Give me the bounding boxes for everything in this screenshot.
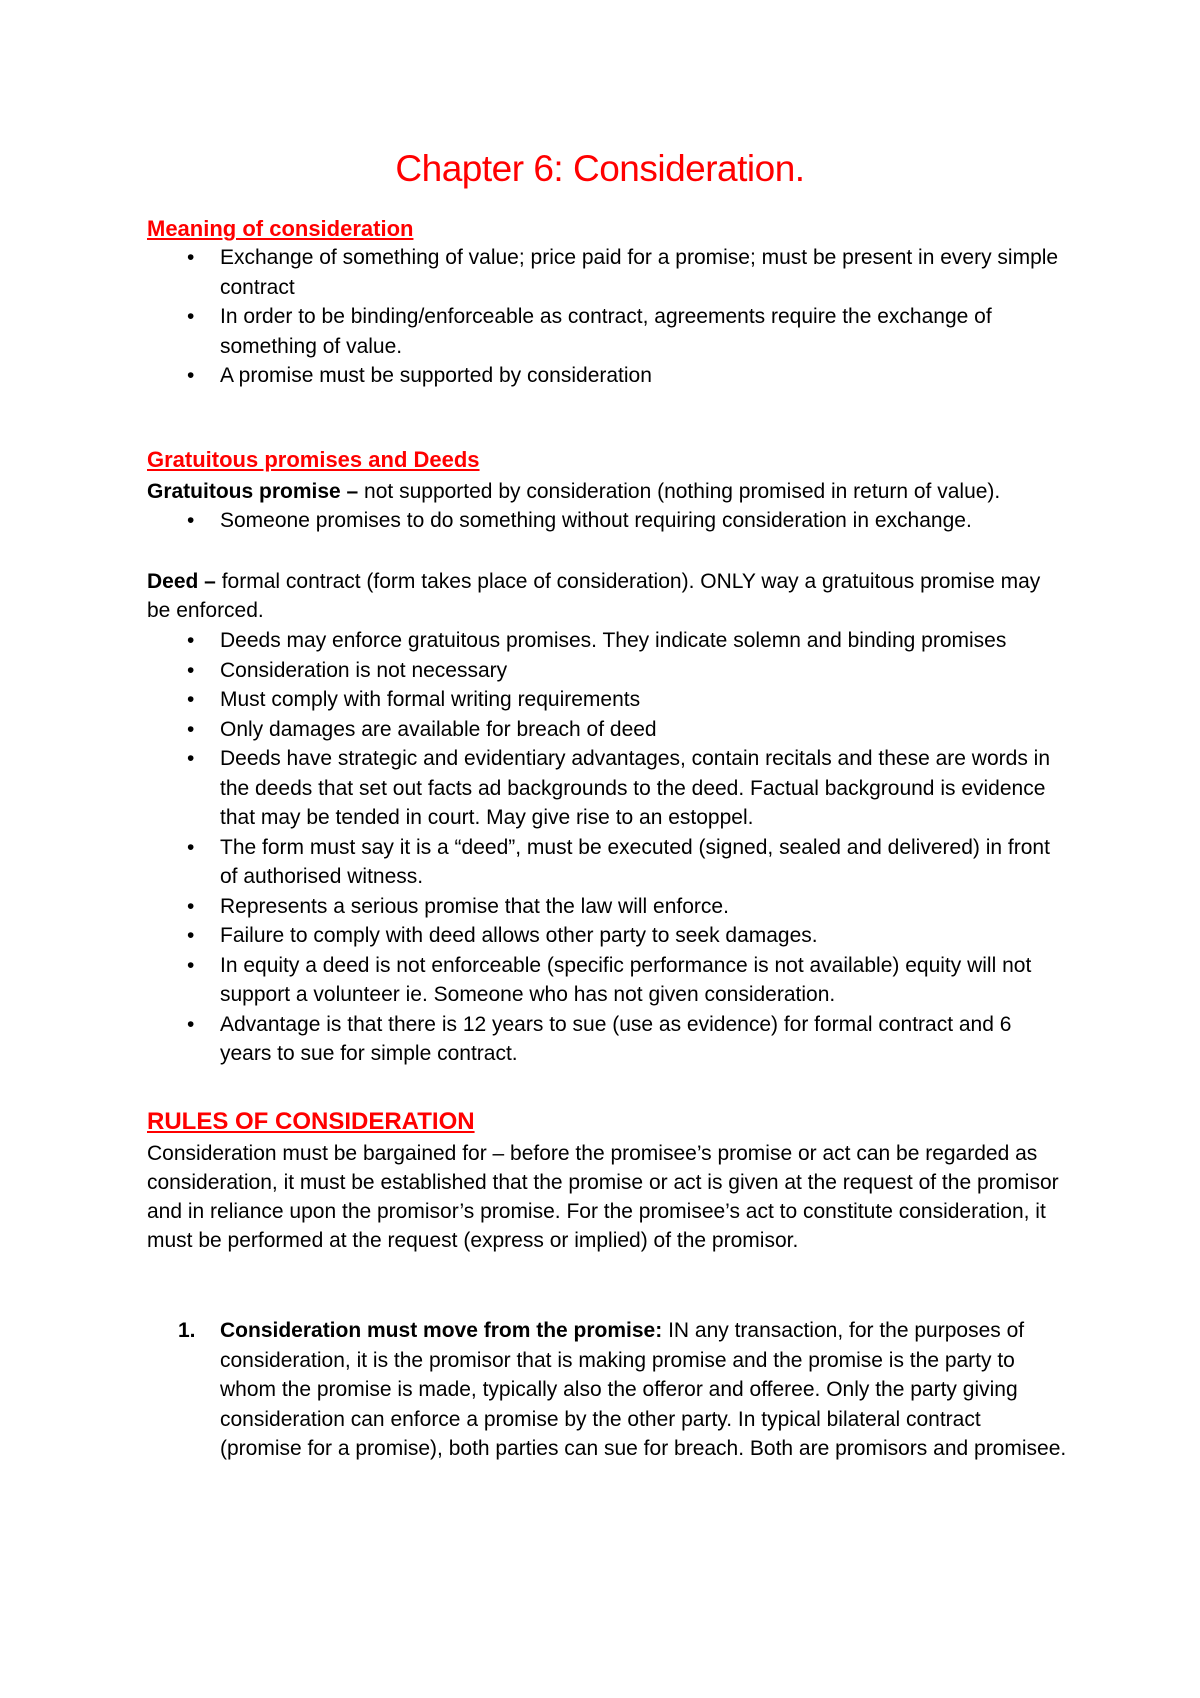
list-item: [147, 951, 1067, 1010]
deed-bullet-text: Deeds have strategic and evidentiary advantages, contain recitals and these are words in the deeds that set out facts ad backgrounds to the deed. Factual background is evidence that may be tended in court. May give rise to an estoppel.: [220, 747, 1050, 829]
bullet-icon: •: [187, 629, 195, 652]
deed-bullet-list: [147, 626, 1067, 1069]
bullet-icon: •: [187, 658, 195, 682]
bullet-icon: •: [187, 305, 195, 328]
list-item: [147, 1010, 1067, 1069]
list-item: [147, 1316, 1067, 1464]
deed-bullet-text: Failure to comply with deed allows other party to seek damages.: [220, 924, 818, 947]
deed-bullet-text: Deeds may enforce gratuitous promises. They indicate solemn and binding promises: [220, 629, 1007, 652]
rule-text: IN any transaction, for the purposes of consideration, it is the promisor that is making promise and the promise is the party to whom the promise is made, typically also the offeror and offeree. Only the party giving consideration can enforce a promise by the other party. In typical bilateral contract (promise for a promise), both parties can sue for breach. Both are promisors and promisee.: [220, 1319, 1067, 1460]
deed-bullet-text: Must comply with formal writing requirements: [220, 688, 641, 711]
meaning-heading: Meaning of consideration: [147, 216, 414, 241]
deed-bullet-text: In equity a deed is not enforceable (specific performance is not available) equity will not support a volunteer ie. Someone who has not given consideration.: [220, 953, 1032, 1006]
meaning-bullet-text: In order to be binding/enforceable as contract, agreements require the exchange of something of value.: [220, 305, 992, 358]
list-item: [147, 506, 1067, 536]
deed-bullet-text: Consideration is not necessary: [220, 658, 508, 682]
deed-text: formal contract (form takes place of consideration). ONLY way a gratuitous promise may be enforced.: [147, 570, 1041, 622]
gratuitous-promise-text: not supported by consideration (nothing promised in return of value).: [358, 480, 1001, 503]
rule-number: 1.: [178, 1319, 196, 1342]
meaning-bullet-list: [147, 243, 1067, 391]
list-item: [147, 302, 1067, 361]
bullet-icon: •: [187, 1012, 195, 1036]
deed-bullet-text: Only damages are available for breach of deed: [220, 717, 657, 741]
list-item: [147, 715, 1067, 745]
page-title: Chapter 6: Consideration.: [395, 148, 805, 189]
rule-term: Consideration must move from the promise:: [220, 1319, 663, 1342]
bullet-icon: •: [187, 835, 195, 859]
list-item: [147, 243, 1067, 302]
list-item: [147, 744, 1067, 833]
list-item: [147, 656, 1067, 686]
bullet-icon: •: [187, 364, 195, 387]
bullet-icon: •: [187, 246, 195, 269]
deed-bullet-text: Represents a serious promise that the law will enforce.: [220, 894, 729, 918]
bullet-icon: •: [187, 688, 195, 711]
deed-term: Deed –: [147, 570, 216, 593]
bullet-icon: •: [187, 924, 195, 947]
meaning-bullet-text: A promise must be supported by consideration: [220, 364, 652, 387]
gratuitous-bullet-text: Someone promises to do something without requiring consideration in exchange.: [220, 509, 972, 532]
rules-numbered-list: [147, 1316, 1067, 1464]
bullet-icon: •: [187, 717, 195, 741]
list-item: [147, 892, 1067, 922]
bullet-icon: •: [187, 953, 195, 977]
list-item: [147, 626, 1067, 656]
deed-bullet-text: Advantage is that there is 12 years to sue (use as evidence) for formal contract and 6 years to sue for simple contract.: [220, 1012, 1012, 1065]
list-item: [147, 685, 1067, 715]
gratuitous-promise-term: Gratuitous promise –: [147, 480, 359, 503]
rules-intro: Consideration must be bargained for – before the promisee’s promise or act can be regarded as consideration, it must be established that the promise or act is given at the request of the promisor and in reliance upon the promisor’s promise. For the promisee’s act to constitute consideration, it must be performed at the request (express or implied) of the promisor.: [147, 1142, 1059, 1252]
bullet-icon: •: [187, 894, 195, 918]
gratuitous-bullet-list: [147, 506, 1067, 536]
deed-definition: [147, 567, 1067, 625]
deed-bullet-text: The form must say it is a “deed”, must be executed (signed, sealed and delivered) in front of authorised witness.: [220, 835, 1050, 888]
bullet-icon: •: [187, 747, 195, 770]
gratuitous-heading: Gratuitous promises and Deeds: [147, 447, 480, 472]
rules-heading: RULES OF CONSIDERATION: [147, 1108, 475, 1135]
bullet-icon: •: [187, 509, 195, 532]
list-item: [147, 361, 1067, 391]
list-item: [147, 833, 1067, 892]
list-item: [147, 921, 1067, 951]
meaning-bullet-text: Exchange of something of value; price paid for a promise; must be present in every simple contract: [220, 246, 1059, 299]
gratuitous-promise-definition: [147, 477, 1067, 506]
